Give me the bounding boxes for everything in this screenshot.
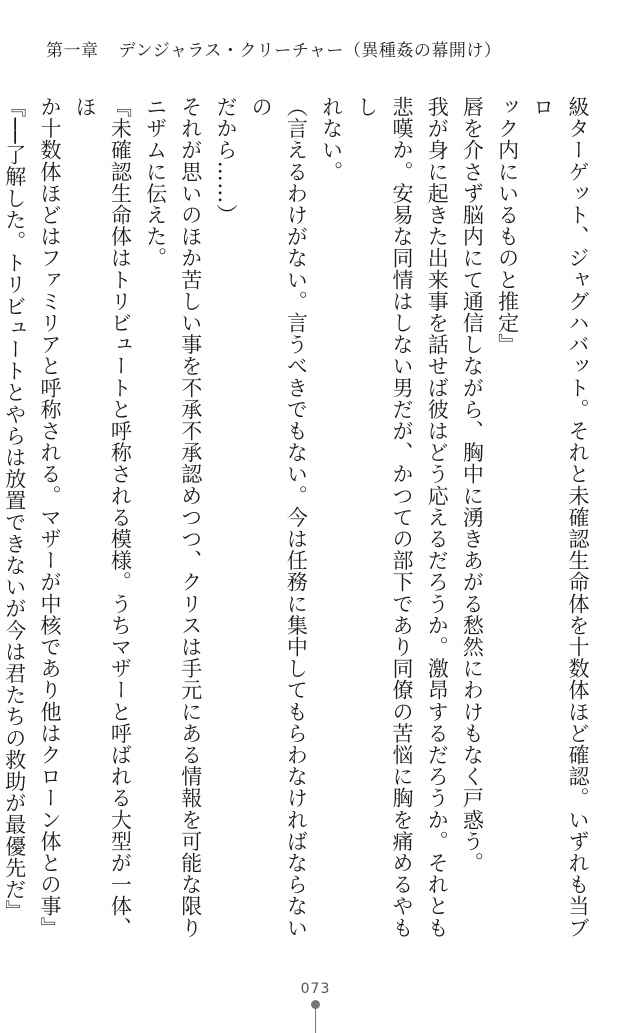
text-line: れない。 bbox=[319, 96, 344, 183]
text-line: 『未確認生命体はトリビュートと呼称される模様。うちマザーと呼ばれる大型が一体、ほ bbox=[73, 96, 133, 939]
text-line: それが思いのほか苦しい事を不承不承認めつつ、クリスは手元にある情報を可能な限り bbox=[178, 96, 203, 939]
text-line: （言えるわけがない。言うべきでもない。今は任務に集中してもらわなければならないの bbox=[249, 96, 309, 939]
chapter-title: デンジャラス・クリーチャー（異種姦の幕開け） bbox=[118, 41, 502, 61]
page-marker-dot bbox=[311, 1000, 320, 1009]
text-line: 級ターゲット、ジャグハバット。それと未確認生命体を十数体ほど確認。いずれも当ブロ bbox=[530, 96, 590, 939]
text-line: 悲嘆か。安易な同情はしない男だが、かつての部下であり同僚の苦悩に胸を痛めるやもし bbox=[354, 96, 414, 939]
page-marker-line bbox=[315, 1009, 316, 1033]
text-line: 『──了解した。トリビュートとやらは放置できないが今は君たちの救助が最優先だ』 bbox=[2, 96, 27, 922]
running-head bbox=[46, 36, 501, 61]
text-line: だから……） bbox=[213, 96, 238, 226]
text-line: 我が身に起きた出来事を話せば彼はどう応えるだろうか。激昂するだろうか。それとも bbox=[425, 96, 450, 939]
page-number: 073 bbox=[300, 981, 331, 997]
vertical-body-text bbox=[0, 96, 595, 956]
text-line: ック内にいるものと推定』 bbox=[495, 96, 520, 356]
text-line: か十数体ほどはファミリアと呼称される。マザーが中核であり他はクローン体との事』 bbox=[37, 96, 62, 939]
text-line: 唇を介さず脳内にて通信しながら、胸中に湧きあがる愁然にわけもなく戸惑う。 bbox=[460, 96, 485, 874]
chapter-label: 第一章 bbox=[46, 41, 99, 61]
text-line: ニザムに伝えた。 bbox=[143, 96, 168, 269]
